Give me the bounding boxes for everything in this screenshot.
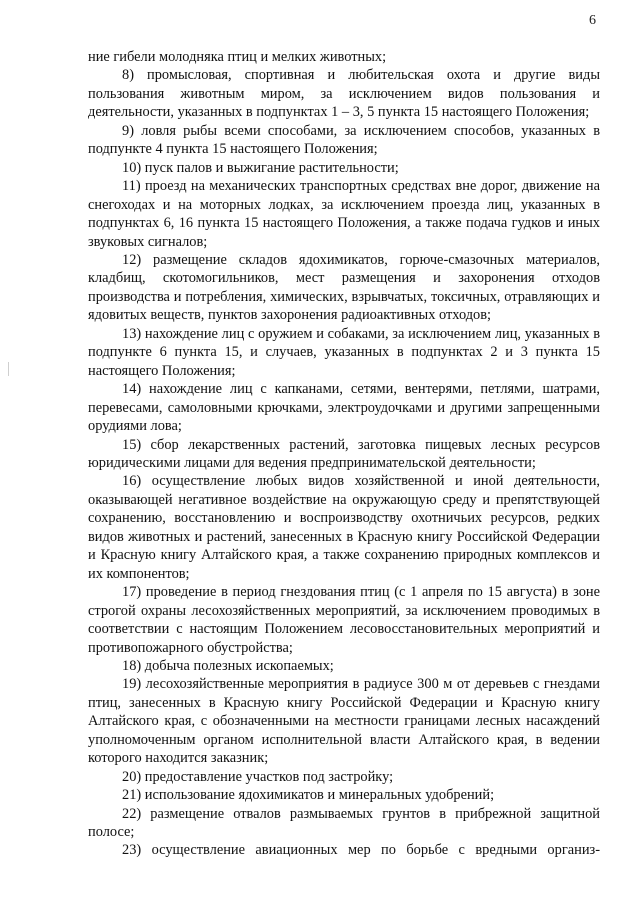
list-item-11: 11) проезд на механических транспортных средствах вне дорог, движение на снегоходах и на моторных лодках, за исключением проезда лиц, указанных в подпунктах 6, 16 пункта 15 настоящего Положения, а также подача гудков и иных звуковых сигналов; <box>88 178 600 250</box>
list-item-16: 16) осуществление любых видов хозяйственной и иной деятельности, оказывающей негативное воздействие на окружающую среду и препятствующей сохранению, восстановлению и воспроизводству охотничьих ресурсов, редких видов животных и растений, занесенных в Красную книгу Российской Федерации и Красную книгу Алтайского края, а также сохранению природных комплексов и их компонентов; <box>88 473 600 582</box>
list-item-14: 14) нахождение лиц с капканами, сетями, вентерями, петлями, шатрами, перевесами, самоловными крючками, электроудочками и другими запрещенными орудиями лова; <box>88 381 600 435</box>
list-item-20: 20) предоставление участков под застройку; <box>122 768 394 785</box>
list-item-22: 22) размещение отвалов размываемых грунтов в прибрежной защитной полосе; <box>88 805 600 841</box>
list-item-18: 18) добыча полезных ископаемых; <box>122 657 334 674</box>
page-number: 6 <box>589 13 596 28</box>
list-item-17: 17) проведение в период гнездования птиц (с 1 апреля по 15 августа) в зоне строгой охраны лесохозяйственных мероприятий, за исключением проводимых в соответствии с настоящим Положением лесовосстановительных мероприятий и противопожарного обустройства; <box>88 584 600 656</box>
scan-edge-mark <box>8 362 9 376</box>
list-item-21: 21) использование ядохимикатов и минеральных удобрений; <box>122 787 495 804</box>
list-item-19: 19) лесохозяйственные мероприятия в радиусе 300 м от деревьев с гнездами птиц, занесенных в Красную книгу Российской Федерации и Красную книгу Алтайского края, с обозначенными на местности границами лесных насаждений уполномоченным органом исполнительной власти Алтайского края, в ведении которого находится заказник; <box>88 676 600 767</box>
list-item-10: 10) пуск палов и выжигание растительности; <box>122 159 399 176</box>
paragraph-continuation: ние гибели молодняка птиц и мелких животных; <box>88 49 387 65</box>
list-item-8: 8) промысловая, спортивная и любительская охота и другие виды пользования животным миром, за исключением видов пользования и деятельности, указанных в подпунктах 1 – 3, 5 пункта 15 настоящего Положения; <box>88 67 600 121</box>
list-item-23: 23) осуществление авиационных мер по борьбе с вредными организ- <box>122 842 600 859</box>
list-item-15: 15) сбор лекарственных растений, заготовка пищевых лесных ресурсов юридическими лицами для ведения предпринимательской деятельности; <box>88 436 600 471</box>
list-item-9: 9) ловля рыбы всеми способами, за исключением способов, указанных в подпункте 4 пункта 15 настоящего Положения; <box>88 122 600 158</box>
document-body <box>88 48 600 860</box>
list-item-13: 13) нахождение лиц с оружием и собаками, за исключением лиц, указанных в подпункте 6 пункта 15, и случаев, указанных в подпунктах 2 и 3 пункта 15 настоящего Положения; <box>88 325 600 379</box>
list-item-12: 12) размещение складов ядохимикатов, горюче-смазочных материалов, кладбищ, скотомогильников, мест размещения и захоронения отходов производства и потребления, химических, взрывчатых, токсичных, отравляющих и ядовитых веществ, пунктов захоронения радиоактивных отходов; <box>88 251 600 324</box>
